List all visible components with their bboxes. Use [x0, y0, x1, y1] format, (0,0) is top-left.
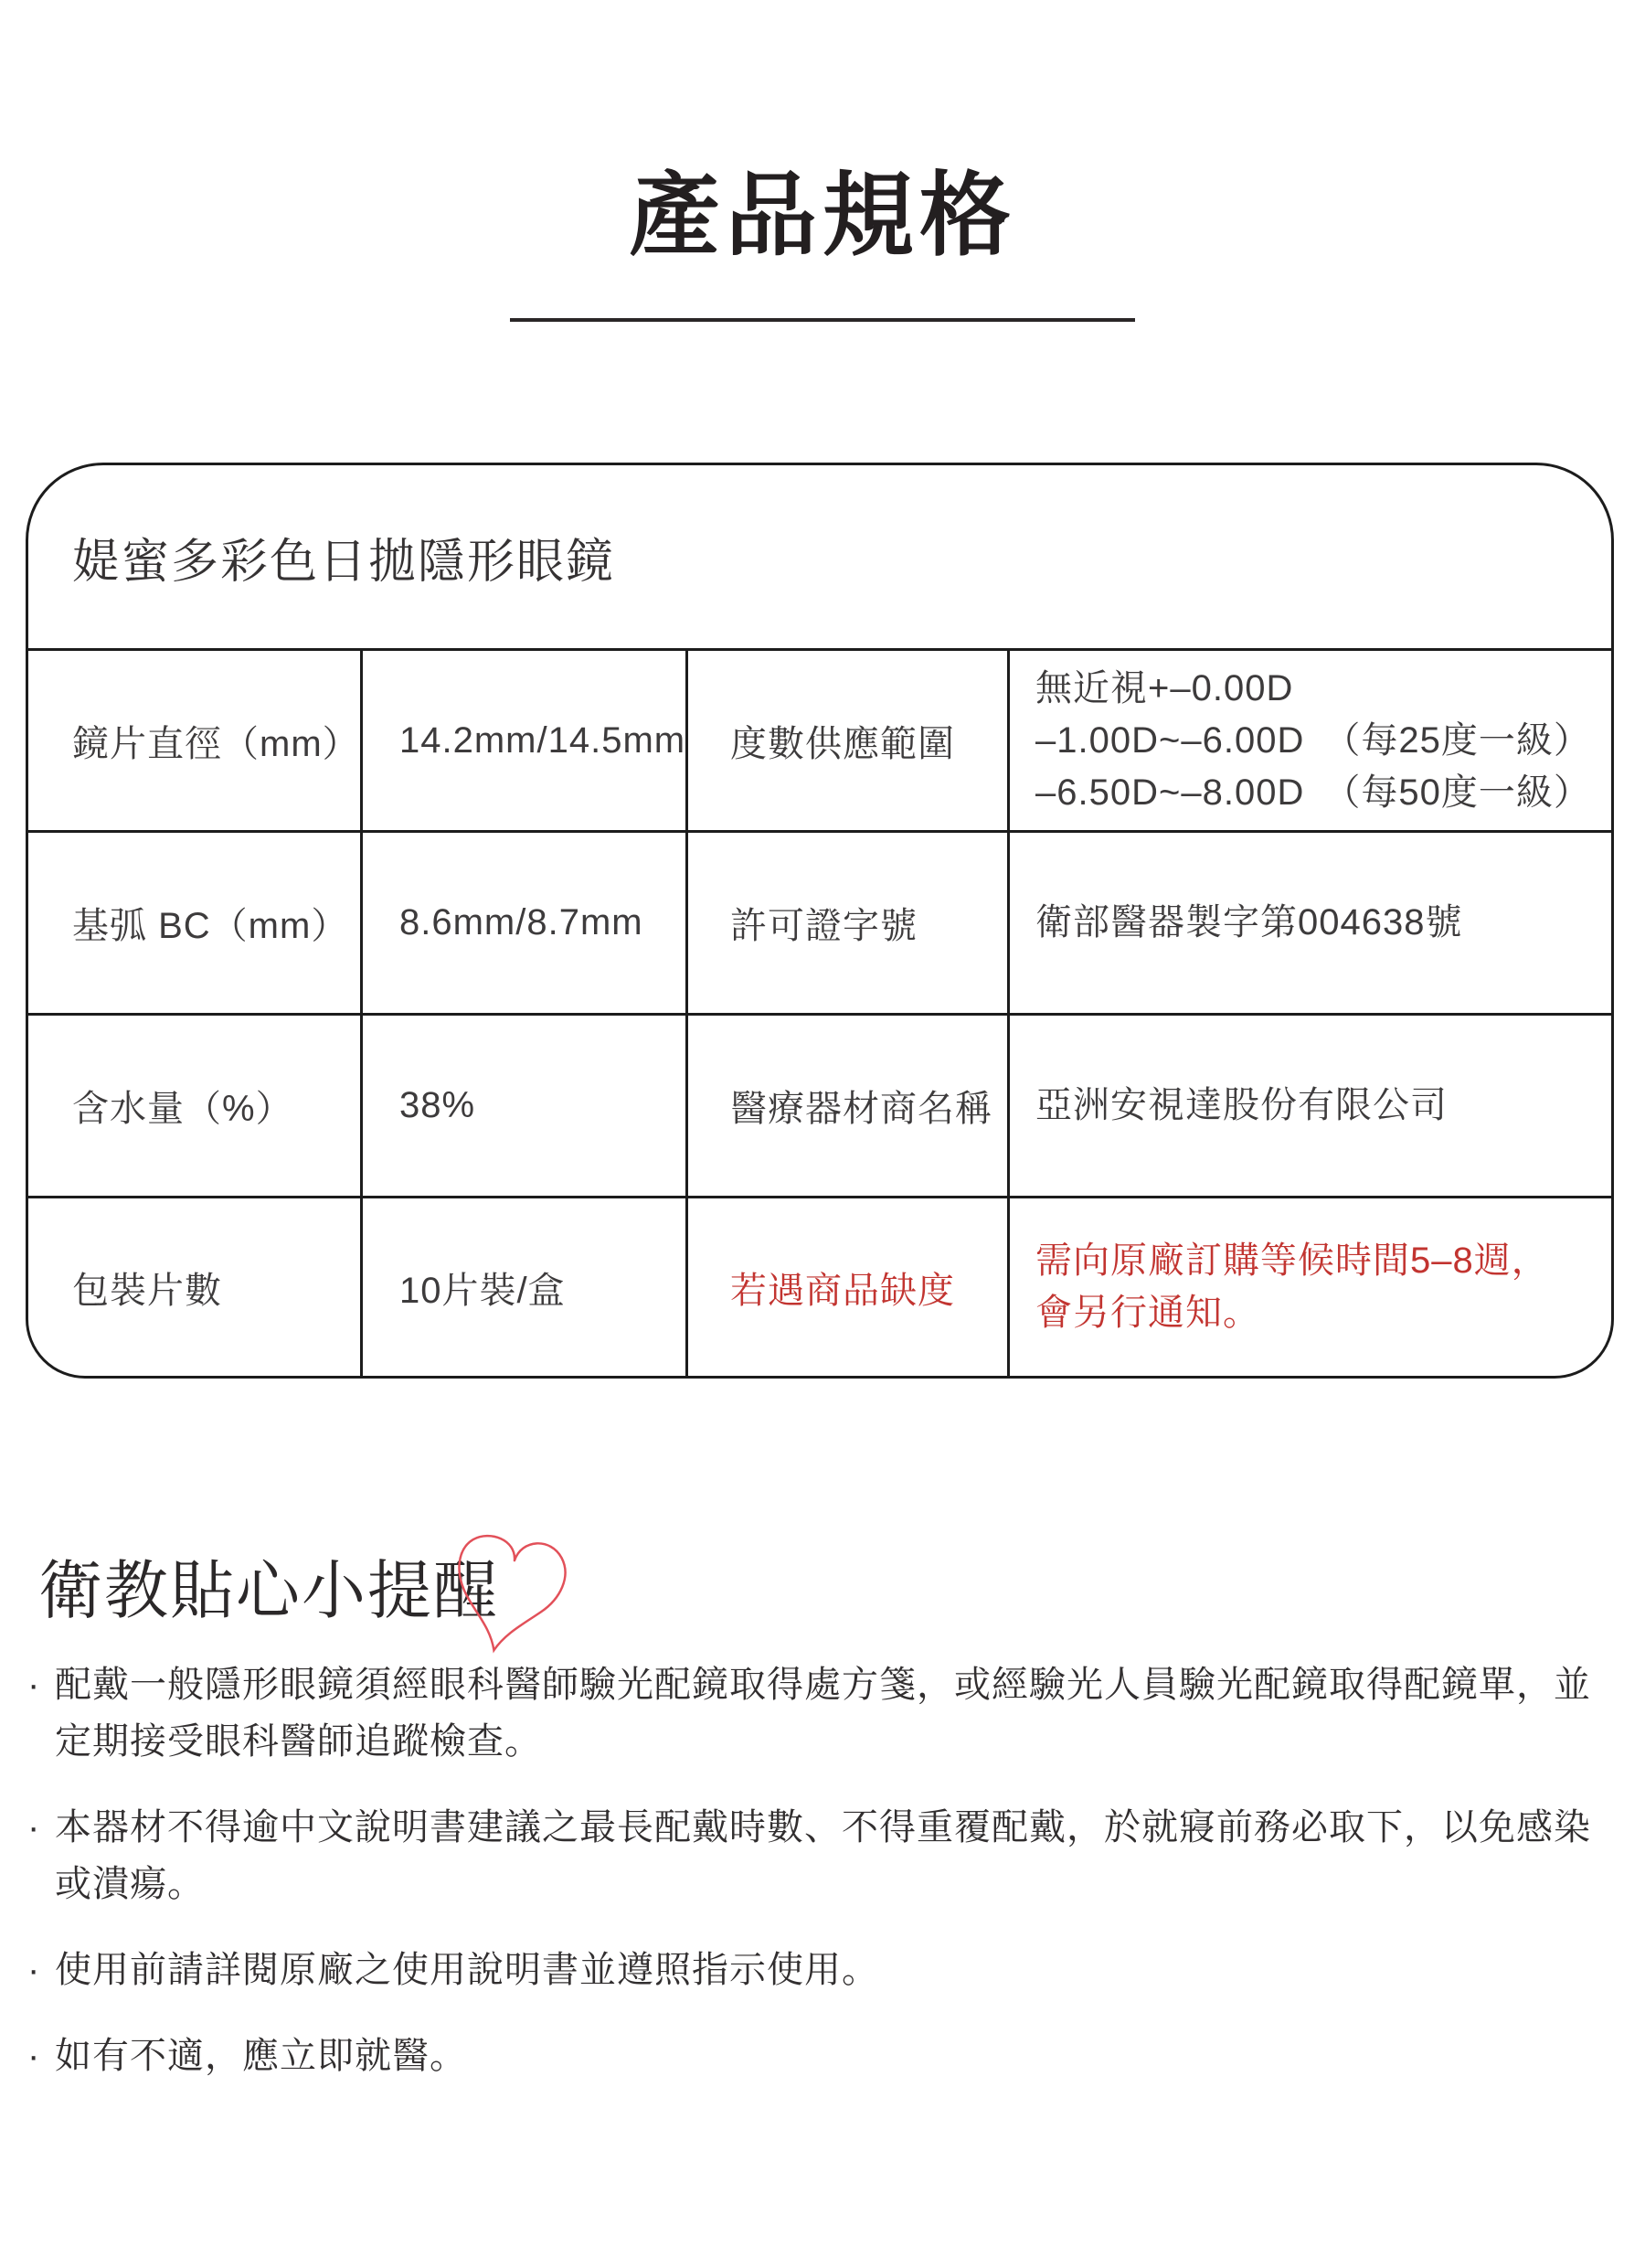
spec-value-water-content: 38% — [360, 1013, 685, 1196]
notice-list — [27, 1656, 1599, 2114]
spec-value-pack-quantity: 10片裝/盒 — [360, 1196, 685, 1376]
notice-text: 使用前請詳閱原廠之使用說明書並遵照指示使用。 — [55, 1950, 879, 1990]
license-number-text: 衛部醫器製字第004638號 — [1035, 902, 1463, 942]
notice-item-prescription — [27, 1656, 1599, 1770]
spec-label-power-range: 度數供應範圍 — [685, 648, 1007, 830]
power-range-line-2: –1.00D~–6.00D （每25度一級） — [1035, 719, 1591, 761]
spec-value-diameter: 14.2mm/14.5mm — [360, 648, 685, 830]
page-title: 產品規格 — [629, 165, 1016, 267]
vendor-name-text: 亞洲安視達股份有限公司 — [1035, 1085, 1448, 1125]
notice-text: 配戴一般隱形眼鏡須經眼科醫師驗光配鏡取得處方箋，或經驗光人員驗光配鏡取得配鏡單，並定期接受眼科醫師追蹤檢查。 — [55, 1665, 1591, 1762]
notice-text: 如有不適，應立即就醫。 — [55, 2036, 467, 2076]
spec-label-water-content: 含水量（%） — [28, 1013, 360, 1196]
notice-item-wearing-time — [27, 1799, 1599, 1912]
spec-value-base-curve: 8.6mm/8.7mm — [360, 830, 685, 1013]
heart-outline-icon — [437, 1516, 576, 1671]
notice-item-read-manual — [27, 1942, 1599, 1998]
spec-label-pack-quantity: 包裝片數 — [28, 1196, 360, 1376]
spec-value-vendor-name — [1007, 1013, 1611, 1196]
spec-label-shortage: 若遇商品缺度 — [685, 1196, 1007, 1376]
spec-label-diameter: 鏡片直徑（mm） — [28, 648, 360, 830]
spec-table — [26, 463, 1614, 1379]
spec-label-vendor-name: 醫療器材商名稱 — [685, 1013, 1007, 1196]
spec-label-license-number: 許可證字號 — [685, 830, 1007, 1013]
power-range-line-3: –6.50D~–8.00D （每50度一級） — [1035, 772, 1591, 813]
shortage-line-2: 會另行通知。 — [1035, 1293, 1260, 1333]
spec-value-license-number — [1007, 830, 1611, 1013]
bullet-dot-icon: · — [27, 1665, 41, 1705]
notice-section-heading: 衛教貼心小提醒 — [38, 1555, 499, 1626]
title-underline — [510, 318, 1135, 322]
spec-label-base-curve: 基弧 BC（mm） — [28, 830, 360, 1013]
notice-item-see-doctor — [27, 2028, 1599, 2084]
bullet-dot-icon: · — [27, 2036, 41, 2076]
notice-text: 本器材不得逾中文說明書建議之最長配戴時數、不得重覆配戴，於就寢前務必取下，以免感染或潰瘍。 — [55, 1807, 1591, 1904]
power-range-line-1: 無近視+–0.00D — [1035, 667, 1294, 708]
shortage-line-1: 需向原廠訂購等候時間5–8週， — [1035, 1240, 1549, 1281]
product-name: 媞蜜多彩色日拋隱形眼鏡 — [72, 535, 616, 589]
bullet-dot-icon: · — [27, 1807, 41, 1847]
bullet-dot-icon: · — [27, 1950, 41, 1990]
spec-value-power-range — [1007, 648, 1611, 830]
spec-value-shortage — [1007, 1196, 1611, 1376]
